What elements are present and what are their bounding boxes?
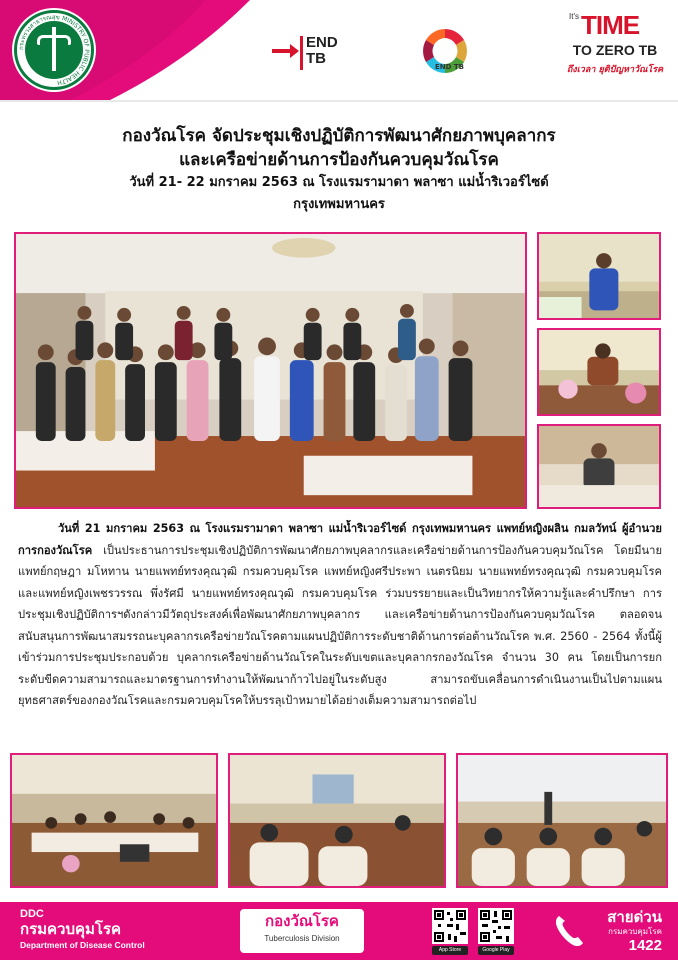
svg-text:กระทรวงสาธารณสุข MINISTRY OF P: กระทรวงสาธารณสุข MINISTRY OF PUBLIC HEALTH — [17, 13, 91, 86]
division-name-en: Tuberculosis Division — [264, 934, 340, 943]
ddc-name-en: Department of Disease Control — [20, 940, 145, 950]
to-zero-tb-text: TO ZERO TB — [572, 42, 658, 58]
moph-logo — [14, 10, 94, 90]
hotline — [588, 908, 662, 955]
tb-division-badge — [240, 909, 364, 953]
article-lead: วันที่ 21 มกราคม 2563 ณ โรงแรมรามาดา พลาซา แม่น้ำริเวอร์ไซด์ กรุงเทพมหานคร แพทย์หญิงผลิน กมลวัทน์ ผู้อำนวยการกองวัณโรค — [18, 522, 662, 557]
workshop-photo-3 — [456, 753, 668, 888]
sdg-label: END TB — [435, 63, 464, 71]
google-play-badge[interactable]: Google Play — [478, 946, 514, 955]
hotline-label: สายด่วน — [607, 908, 662, 926]
ddc-name-th: กรมควบคุมโรค — [20, 920, 122, 938]
page-footer — [0, 902, 678, 960]
article-text: เป็นประธานการประชุมเชิงปฏิบัติการพัฒนาศักยภาพบุคลากรและเครือข่ายด้านการป้องกันควบคุมวัณโรค โดยมีนายแพทย์กฤษฎา มโหทาน นายแพทย์ทรงคุณวุฒิ กรมควบคุมโรค แพทย์หญิงศรีประพา เนตรนิยม นายแพทย์ทรงคุณวุฒิ กรมควบคุมโรค และแพทย์หญิงเพชรวรรณ พึ่งรัศมี นายแพทย์ทรงคุณวุฒิ กรมควบคุมโรค ร่วมบรรยายและเป็นวิทยากรให้ความรู้และคำปรึกษา การประชุมเชิงปฏิบัติการฯดังกล่าวมีวัตถุประสงค์เพื่อพัฒนาศักยภาพบุคลากร และเครือข่ายด้านการป้องกันควบคุมวัณโรค ตลอดจนสนับสนุนการพัฒนาสมรรถนะบุคลากรเครือข่ายวัณโรคตามแผนปฏิบัติการระดับชาติด้านการต่อต้านวัณโรค พ.ศ. 2560 - 2564 ทั้งนี้ผู้เข้าร่วมการประชุมประกอบด้วย บุคลากรเครือข่ายด้านวัณโรคในระดับเขตและบุคลากรกองวัณโรค จำนวน 30 คน โดยเป็นการยกระดับขีดความสามารถและมาตรฐานการทำงานให้พัฒนาก้าวไปอยู่ในระดับสูง สามารถขับเคลื่อนการดำเนินงานเป็นไปตามแผนยุทธศาสตร์ของกองวัณโรคและกรมควบคุมโรคให้บรรลุเป้าหมายได้อย่างเต็มความสามารถต่อไป — [18, 543, 662, 707]
workshop-photo-2 — [228, 753, 446, 888]
group-photo — [14, 232, 527, 509]
speaker-photo — [537, 232, 661, 320]
headline — [20, 124, 658, 216]
qr-code-icon — [478, 908, 514, 944]
time-to-zero-tb-logo — [555, 10, 673, 92]
event-date-venue: วันที่ 21- 22 มกราคม 2563 ณ โรงแรมรามาดา พลาซา แม่น้ำริเวอร์ไซด์ — [129, 175, 549, 190]
app-store-badge[interactable]: App Store — [432, 946, 468, 955]
time-text: TIME — [581, 10, 640, 40]
end-tb-logo — [270, 36, 350, 76]
division-name-th: กองวัณโรค — [265, 912, 339, 930]
article-body — [18, 518, 662, 712]
page-header — [0, 0, 678, 100]
chairperson-photo — [537, 328, 661, 416]
ddc-brand — [20, 908, 145, 952]
qr-code-icon — [432, 908, 468, 944]
workshop-photo-1 — [10, 753, 218, 888]
headline-line-1: กองวัณโรค จัดประชุมเชิงปฏิบัติการพัฒนาศักยภาพบุคลากร — [122, 126, 556, 146]
hotline-number[interactable]: 1422 — [628, 937, 662, 954]
its-text: It's — [569, 12, 579, 21]
slogan-th: ถึงเวลา ยุติปัญหาวัณโรค — [566, 65, 664, 75]
header-divider — [0, 100, 678, 102]
moph-seal-lettering — [17, 13, 91, 87]
phone-icon — [553, 912, 585, 948]
lecturer-photo — [537, 424, 661, 509]
event-city: กรุงเทพมหานคร — [293, 197, 385, 212]
hotline-sub: กรมควบคุมโรค — [608, 927, 662, 936]
end-tb-text: END TB — [306, 34, 338, 67]
ddc-abbr: DDC — [20, 908, 44, 920]
headline-line-2: และเครือข่ายด้านการป้องกันควบคุมวัณโรค — [179, 150, 499, 170]
